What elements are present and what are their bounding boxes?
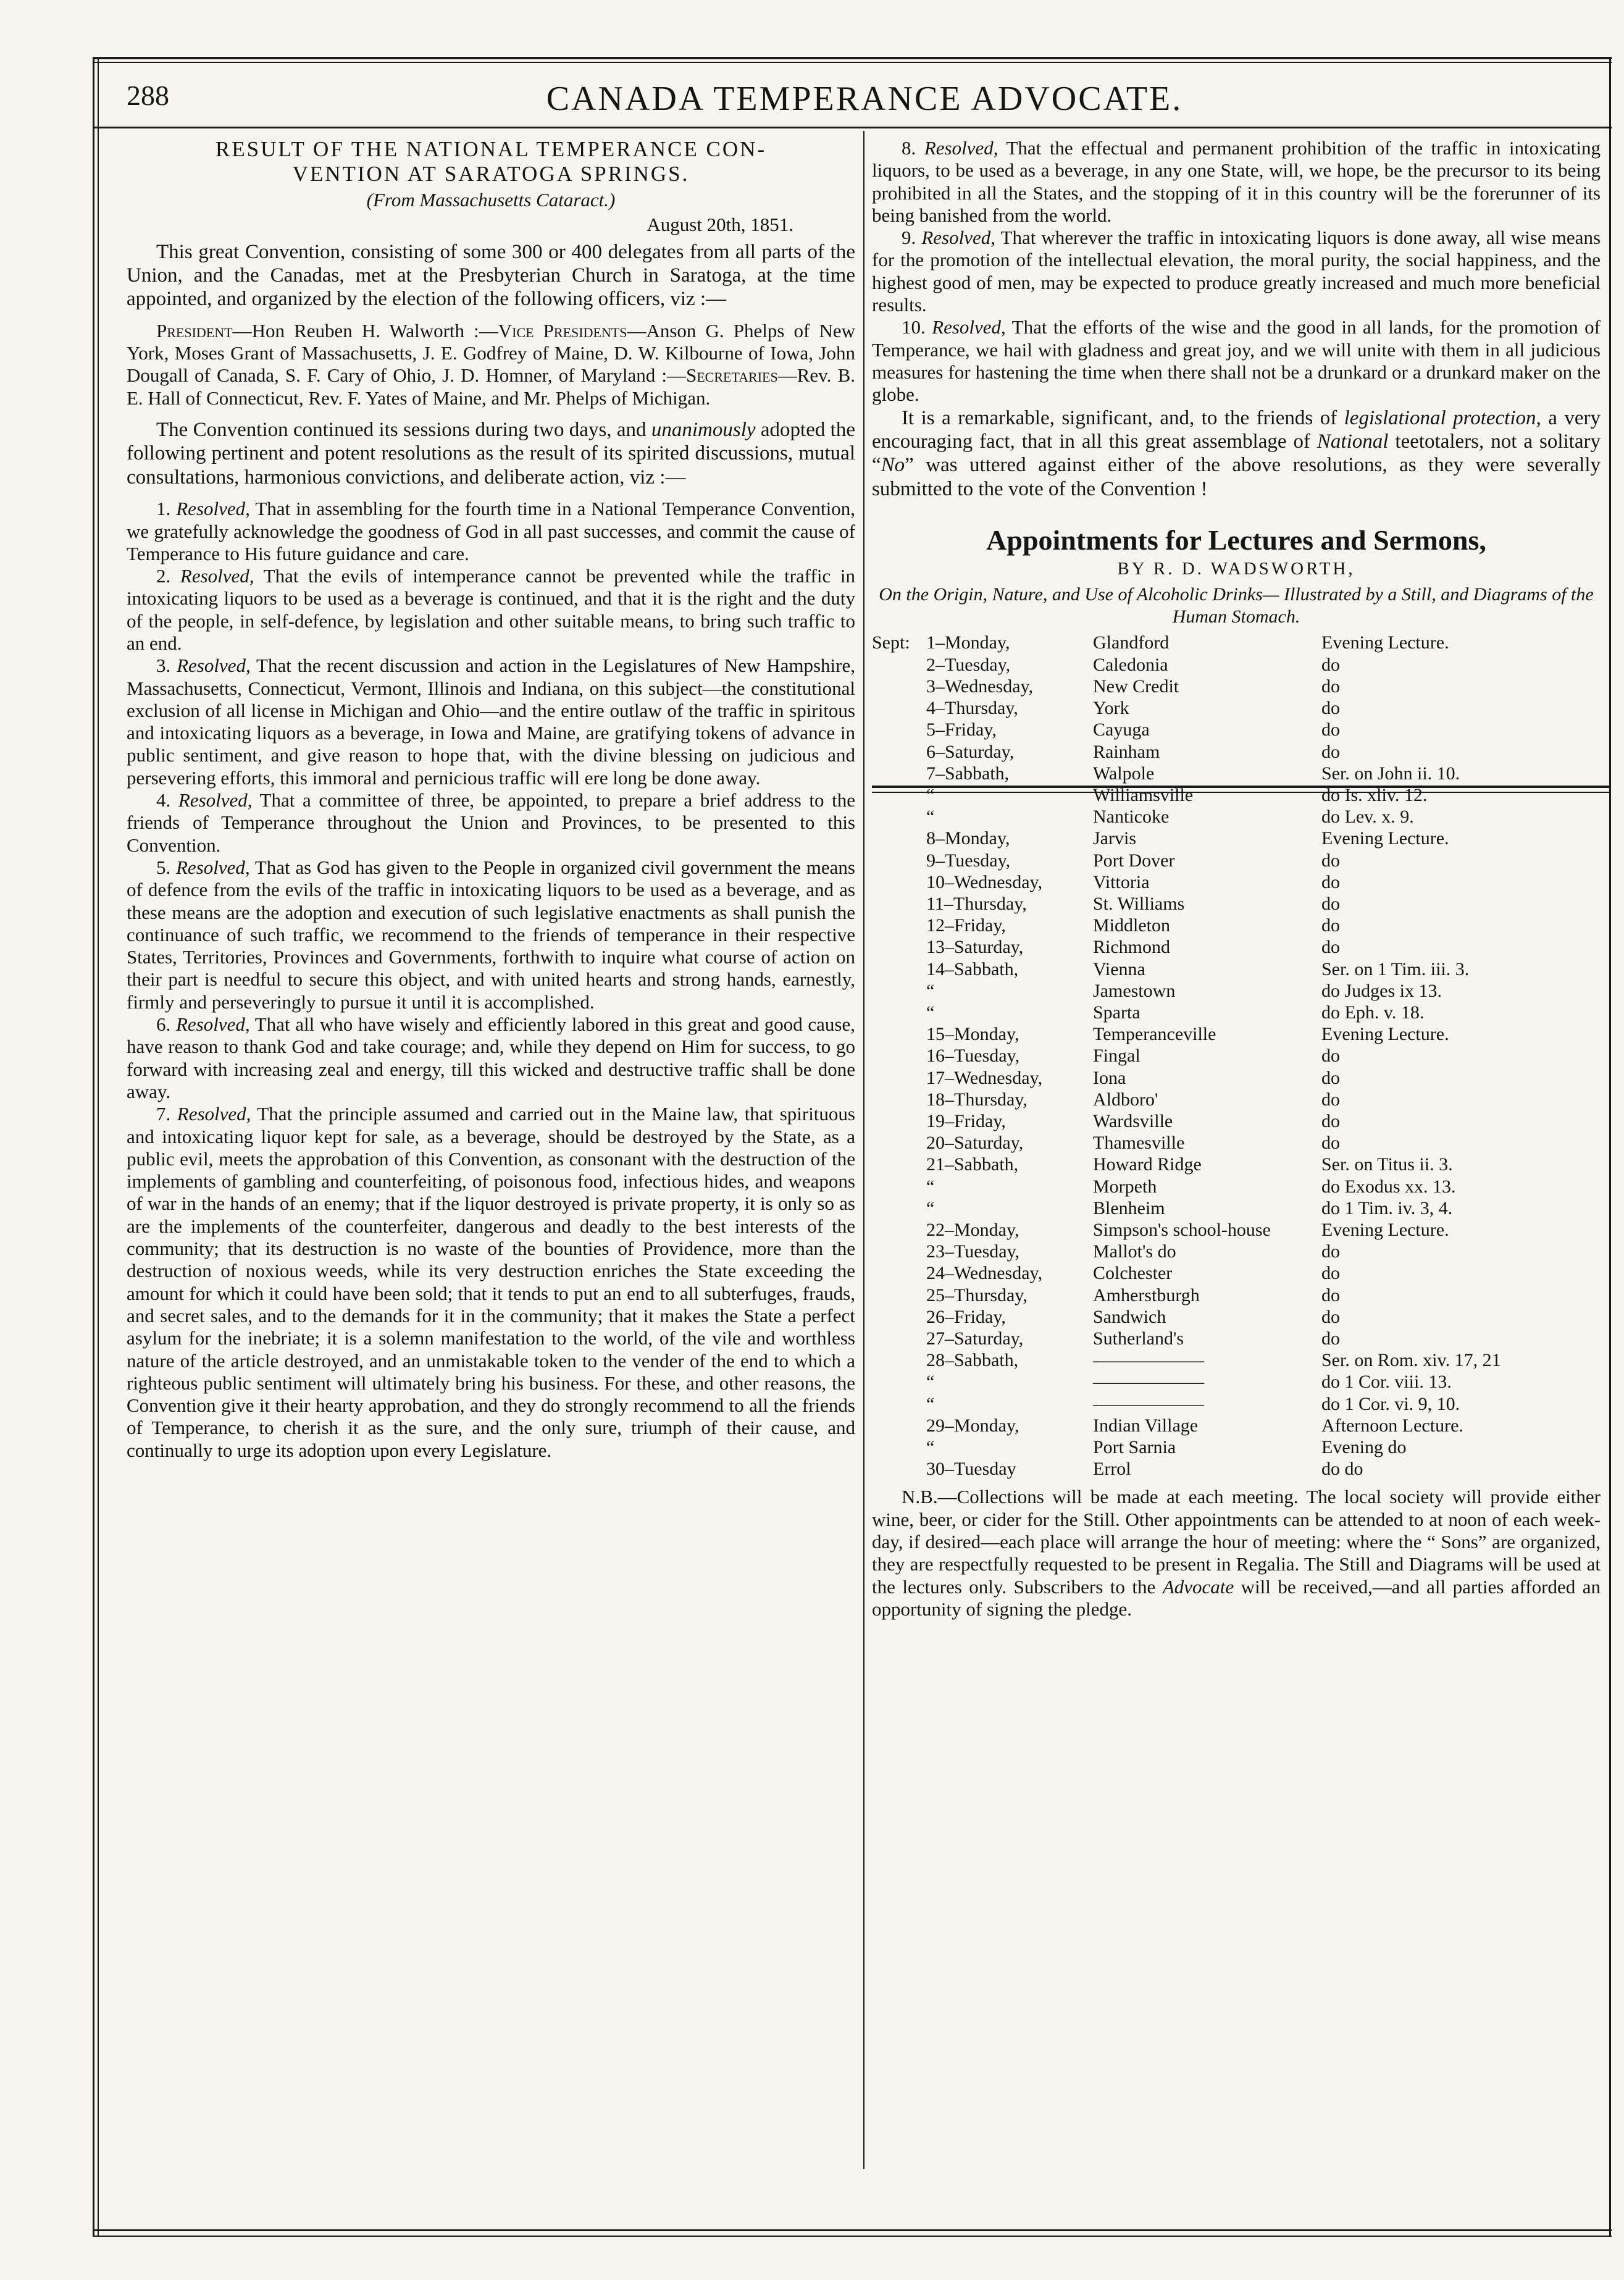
schedule-month	[872, 980, 926, 1002]
schedule-day: 17–Wednesday,	[926, 1067, 1043, 1088]
note-text: N.B.—Collections will be made at each meeting. The local society will provide either wine, beer, or cider for the Still. Other appointments can be attended to at noon of each week-day, if desired—each place will arrange the hour of meeting: where the “ Sons” are organized, they are respectfully requested to be present in Regalia. The Still and Diagrams will be used at the lectures only. Subscribers to the	[872, 1486, 1601, 1598]
schedule-row	[872, 893, 1601, 915]
schedule-service: do	[1321, 1328, 1340, 1349]
schedule-day: 27–Saturday,	[926, 1328, 1024, 1349]
article-intro: This great Convention, consisting of some 300 or 400 delegates from all parts of the Union, and the Canadas, met at the Presbyterian Church in Saratoga, at the time appointed, and organized by the election of the following officers, viz :—	[127, 240, 855, 311]
schedule-day: 2–Tuesday,	[926, 654, 1011, 675]
resolution-number: 8.	[902, 137, 916, 159]
resolution-number: 3.	[156, 655, 171, 677]
resolution-text: That a committee of three, be appointed, to prepare a brief address to the friends of Temperance throughout the Union and Provinces, to be presented to this Convention.	[127, 789, 856, 856]
schedule-month	[872, 1110, 926, 1132]
summary-text-end: adopted the following pertinent and potent resolutions as the result of its spirited discussions, mutual consultations, harmonious convictions, and deliberate action, viz :—	[127, 419, 855, 488]
schedule-service: Evening Lecture.	[1321, 1024, 1449, 1045]
schedule-service: do	[1321, 698, 1340, 719]
resolution-number: 4.	[156, 789, 171, 811]
schedule-place: Caledonia	[1093, 654, 1168, 675]
schedule-month	[872, 1241, 926, 1262]
schedule-service: do Eph. v. 18.	[1321, 1002, 1425, 1023]
schedule-month	[872, 1371, 926, 1393]
schedule-service: do	[1321, 1241, 1340, 1262]
schedule-month	[872, 763, 926, 784]
officers-list	[127, 320, 855, 409]
schedule-place: St. Williams	[1093, 893, 1185, 914]
schedule-service: do 1 Cor. vi. 9, 10.	[1321, 1393, 1460, 1414]
schedule-day: 15–Monday,	[926, 1024, 1019, 1045]
schedule-month	[872, 1067, 926, 1089]
article-title-line2: VENTION AT SARATOGA SPRINGS.	[292, 162, 690, 186]
schedule-month	[872, 1219, 926, 1241]
schedule-row	[872, 871, 1601, 893]
resolution-number: 9.	[902, 227, 916, 249]
schedule-service: do	[1321, 1046, 1340, 1067]
schedule-place: Walpole	[1093, 763, 1155, 784]
schedule-month	[872, 1328, 926, 1349]
schedule-day: “	[926, 807, 935, 828]
schedule-day: 29–Monday,	[926, 1415, 1019, 1436]
schedule-row	[872, 1241, 1601, 1262]
schedule-place: Fingal	[1093, 1046, 1141, 1067]
schedule-service: do	[1321, 937, 1340, 958]
schedule-service: do	[1321, 850, 1340, 871]
schedule-row	[872, 1458, 1601, 1480]
resolution-number: 1.	[156, 498, 171, 520]
schedule-service: Ser. on John ii. 10.	[1321, 763, 1460, 784]
resolution-text: That the recent discussion and action in the Legislatures of New Hampshire, Massachusetts, Connecticut, Vermont, Illinois and Indiana, on this subject—the constitutional exclusion of all license in Michigan and Ohio—and the entire outlaw of the traffic in spiritous and intoxicating liquors as a beverage, in Iowa and Maine, are gratifying tokens of advance in public sentiment, and give reason to hope that, with the divine blessing on judicious and persevering efforts, this immoral and pernicious traffic will ere long be done away.	[127, 655, 855, 789]
schedule-row	[872, 1415, 1601, 1436]
schedule-service: do Exodus xx. 13.	[1321, 1176, 1456, 1197]
resolution-number: 10.	[902, 316, 926, 338]
schedule-row	[872, 806, 1601, 828]
resolution-text: That all who have wisely and efficiently labored in this great and good cause, have reason to thank God and take courage; and, while they depend on Him for success, to go forward with increasing zeal and energy, till this wicked and destructive traffic shall be done away.	[127, 1013, 856, 1102]
schedule-service: do	[1321, 654, 1340, 675]
schedule-service: do 1 Cor. viii. 13.	[1321, 1372, 1452, 1393]
closing-emphasis: No	[881, 454, 905, 477]
article-source: (From Massachusetts Cataract.)	[366, 189, 616, 211]
schedule-place: York	[1093, 698, 1129, 719]
schedule-month	[872, 1349, 926, 1371]
schedule-place: Amherstburgh	[1093, 1285, 1200, 1306]
schedule-body	[872, 632, 1601, 1480]
schedule-service: Ser. on Titus ii. 3.	[1321, 1154, 1453, 1175]
schedule-month	[872, 1023, 926, 1045]
schedule-day: 5–Friday,	[926, 719, 997, 740]
schedule-row	[872, 1219, 1601, 1241]
schedule-month	[872, 893, 926, 915]
schedule-service: Evening do	[1321, 1437, 1407, 1457]
schedule-service: do	[1321, 1110, 1340, 1131]
schedule-day: 10–Wednesday,	[926, 871, 1043, 892]
schedule-day: 18–Thursday,	[926, 1089, 1028, 1110]
resolution-text: That the principle assumed and carried out in the Maine law, that spirituous and intoxicating liquor kept for sale, as a beverage, should be destroyed by the State, as a public evil, meets the approbation of this Convention, as consonant with the destruction of the implements of gambling and counterfeiting, of poisonous food, infectious hides, and weapons of war in the hands of an enemy; that if the liquor destroyed is private property, it is only so as are the implements of the counterfeiter, dangerous and deadly to the best interests of the community; that its destruction is no waste of the bounties of Providence, more than the destruction of noxious weeds, while its very destruction enriches the State exceeding the amount for which it could have been sold; that it tends to put an end to all subterfuges, frauds, and secret sales, and to the demands for it in the community; that it makes the State a perfect asylum for the inebriate; it is a solemn manifestation to the world, of the vile and worthless nature of the article destroyed, and an unmistakable token to the vender of the end to which a righteous public sentiment will ultimately bring his business. For these, and other reasons, the Convention give it their hearty approbation, and they do strongly recommend to all the friends of Temperance, to cherish it as the sure, and the only sure, triumph of their cause, and continually to urge its adoption upon every Legislature.	[127, 1103, 855, 1461]
article-column-right	[872, 137, 1601, 1620]
schedule-month	[872, 1002, 926, 1023]
schedule-row	[872, 654, 1601, 676]
schedule-month	[872, 1154, 926, 1175]
schedule-service: do 1 Tim. iv. 3, 4.	[1321, 1197, 1453, 1218]
article-closing	[872, 406, 1601, 501]
secretaries-text: —Rev. B. E. Hall of Connecticut, Rev. F. Yates of Maine, and Mr. Phelps of Michigan.	[127, 364, 855, 409]
schedule-row	[872, 1262, 1601, 1284]
schedule-service: do	[1321, 1306, 1340, 1327]
schedule-day: “	[926, 1002, 935, 1023]
schedule-service: do	[1321, 893, 1340, 914]
closing-text: It is a remarkable, significant, and, to the friends of	[902, 406, 1344, 429]
schedule-place: Sparta	[1093, 1002, 1141, 1023]
schedule-row	[872, 980, 1601, 1002]
schedule-place: Richmond	[1093, 937, 1170, 958]
bottom-border-rule	[93, 2229, 1612, 2231]
bottom-border-rule-thin	[93, 2236, 1612, 2237]
schedule-row	[872, 1306, 1601, 1328]
schedule-place: Howard Ridge	[1093, 1154, 1202, 1175]
schedule-place: Nanticoke	[1093, 807, 1170, 828]
schedule-day: 19–Friday,	[926, 1110, 1006, 1131]
schedule-day: 13–Saturday,	[926, 937, 1024, 958]
schedule-row	[872, 1110, 1601, 1132]
note-emphasis: Advocate	[1162, 1575, 1234, 1598]
resolution-keyword: Resolved,	[175, 1013, 250, 1036]
schedule-row	[872, 1154, 1601, 1175]
secretaries-label: Secretaries	[686, 364, 778, 387]
schedule-day: 23–Tuesday,	[926, 1241, 1020, 1262]
schedule-place: Port Dover	[1093, 850, 1175, 871]
schedule-place: Indian Village	[1093, 1415, 1199, 1436]
schedule-place: Thamesville	[1093, 1133, 1185, 1154]
schedule-row	[872, 1328, 1601, 1349]
schedule-month	[872, 828, 926, 849]
article-title-line1: RESULT OF THE NATIONAL TEMPERANCE CON-	[215, 137, 767, 161]
schedule-day: 16–Tuesday,	[926, 1046, 1020, 1067]
schedule-place: Port Sarnia	[1093, 1437, 1176, 1457]
left-border-rule	[93, 57, 94, 2237]
convention-summary	[127, 418, 855, 489]
schedule-service: do	[1321, 915, 1340, 936]
schedule-service: do	[1321, 741, 1340, 762]
resolution-keyword: Resolved,	[177, 1103, 251, 1125]
resolution-1	[127, 498, 855, 565]
schedule-day: 7–Sabbath,	[926, 763, 1010, 784]
schedule-day: 20–Saturday,	[926, 1133, 1024, 1154]
schedule-service: Ser. on Rom. xiv. 17, 21	[1321, 1350, 1501, 1371]
lecture-schedule-table	[872, 632, 1601, 1480]
closing-text: a very encouraging fact, that in all this great assemblage of	[872, 406, 1601, 453]
schedule-service: do	[1321, 676, 1340, 697]
schedule-month	[872, 784, 926, 806]
schedule-row	[872, 676, 1601, 697]
schedule-month	[872, 850, 926, 871]
schedule-month	[872, 958, 926, 980]
schedule-row	[872, 1023, 1601, 1045]
vice-presidents-label: Vice Presidents	[498, 319, 627, 342]
resolution-text: That in assembling for the fourth time in a National Temperance Convention, we gratefully acknowledge the goodness of God in all past successes, and commit the cause of Temperance to His future guidance and care.	[127, 498, 855, 564]
schedule-place: Iona	[1093, 1067, 1126, 1088]
resolution-7	[127, 1103, 855, 1462]
resolution-text: That the evils of intemperance cannot be prevented while the traffic in intoxicating liquors to be used as a beverage is continued, and that it is the right and the duty of the people, in self-defence, by legislation and other suitable means, to bring such traffic to an end.	[127, 565, 855, 654]
schedule-day: “	[926, 1393, 935, 1414]
resolution-3	[127, 655, 855, 789]
schedule-day: 6–Saturday,	[926, 741, 1015, 762]
schedule-place: Morpeth	[1093, 1176, 1157, 1197]
article-date: August 20th, 1851.	[647, 214, 793, 236]
schedule-month	[872, 719, 926, 740]
schedule-place: Simpson's school-house	[1093, 1219, 1271, 1240]
president-text: —Hon Reuben H. Walworth :—	[232, 319, 498, 342]
schedule-place: ——————	[1093, 1372, 1204, 1393]
schedule-month	[872, 1415, 926, 1436]
announcement-subtitle: On the Origin, Nature, and Use of Alcoholic Drinks— Illustrated by a Still, and Diagrams of the Human Stomach.	[879, 584, 1594, 627]
schedule-day: 12–Friday,	[926, 915, 1006, 936]
schedule-month: Sept:	[872, 632, 910, 653]
resolution-6	[127, 1013, 855, 1103]
schedule-day: 21–Sabbath,	[926, 1154, 1019, 1175]
left-border-rule-thin	[98, 57, 99, 2237]
schedule-row	[872, 1132, 1601, 1154]
schedule-service: do	[1321, 871, 1340, 892]
schedule-service: do	[1321, 1089, 1340, 1110]
schedule-place: Blenheim	[1093, 1197, 1165, 1218]
resolution-10	[872, 316, 1601, 406]
schedule-place: Rainham	[1093, 741, 1160, 762]
schedule-day: 11–Thursday,	[926, 893, 1027, 914]
running-head: CANADA TEMPERANCE ADVOCATE.	[546, 80, 1183, 118]
schedule-month	[872, 915, 926, 936]
summary-text: The Convention continued its sessions during two days, and	[156, 419, 651, 441]
schedule-day: 14–Sabbath,	[926, 958, 1019, 979]
schedule-month	[872, 1176, 926, 1197]
schedule-day: 30–Tuesday	[926, 1459, 1016, 1480]
schedule-month	[872, 1132, 926, 1154]
schedule-row	[872, 1067, 1601, 1089]
closing-text: ” was uttered against either of the above resolutions, as they were severally submitted to the vote of the Convention !	[872, 454, 1601, 500]
schedule-row	[872, 741, 1601, 763]
schedule-place: Cayuga	[1093, 719, 1150, 740]
schedule-day: 26–Friday,	[926, 1306, 1006, 1327]
resolution-5	[127, 857, 855, 1013]
schedule-row	[872, 850, 1601, 871]
schedule-day: 25–Thursday,	[926, 1285, 1028, 1306]
schedule-row	[872, 936, 1601, 958]
schedule-month	[872, 1197, 926, 1219]
note-text-end: will be received,—and all parties afforded an opportunity of signing the pledge.	[872, 1575, 1601, 1620]
column-divider	[863, 131, 864, 2169]
resolution-text: That as God has given to the People in organized civil government the means of defence from the evils of the traffic in intoxicating liquors to be used as a beverage, and as these means are the adoption and execution of such legislative enactments as shall punish the continuance of such traffic, we recommend to the friends of temperance in their respective States, Territories, Provinces and Governments, forthwith to inquire what course of action on their part is needful to secure this object, and with united hearts and strong hands, earnestly, firmly and perseveringly to pursue it until it is accomplished.	[127, 856, 855, 1013]
schedule-place: New Credit	[1093, 676, 1179, 697]
top-border-rule-thin	[93, 62, 1612, 63]
schedule-service: Evening Lecture.	[1321, 632, 1449, 653]
schedule-day: 24–Wednesday,	[926, 1263, 1043, 1284]
resolution-number: 2.	[156, 565, 171, 587]
schedule-service: Afternoon Lecture.	[1321, 1415, 1463, 1436]
resolution-number: 6.	[156, 1013, 171, 1036]
schedule-day: “	[926, 1372, 935, 1393]
closing-emphasis: legislational protection,	[1344, 406, 1541, 429]
schedule-row	[872, 697, 1601, 719]
schedule-day: “	[926, 1437, 935, 1457]
schedule-service: do do	[1321, 1459, 1363, 1480]
schedule-row	[872, 719, 1601, 740]
schedule-month	[872, 936, 926, 958]
schedule-service: do	[1321, 1067, 1340, 1088]
schedule-day: “	[926, 1197, 935, 1218]
schedule-service: Evening Lecture.	[1321, 828, 1449, 849]
closing-text: teetotalers, not a solitary “	[872, 430, 1601, 477]
schedule-row	[872, 1393, 1601, 1415]
schedule-row	[872, 1285, 1601, 1306]
schedule-day: 22–Monday,	[926, 1219, 1019, 1240]
article-title	[127, 137, 855, 187]
schedule-day: 9–Tuesday,	[926, 850, 1011, 871]
schedule-place: Colchester	[1093, 1263, 1173, 1284]
resolution-number: 7.	[156, 1103, 171, 1125]
schedule-day: “	[926, 1176, 935, 1197]
schedule-row	[872, 828, 1601, 849]
resolution-keyword: Resolved,	[924, 137, 998, 159]
president-label: President	[156, 319, 233, 342]
resolution-keyword: Resolved,	[177, 655, 251, 677]
schedule-place: Mallot's do	[1093, 1241, 1176, 1262]
summary-emphasis: unanimously	[651, 419, 756, 441]
resolution-2	[127, 565, 855, 655]
schedule-row	[872, 1436, 1601, 1458]
schedule-day: “	[926, 784, 935, 805]
schedule-place: Wardsville	[1093, 1110, 1173, 1131]
schedule-month	[872, 1393, 926, 1415]
schedule-service: do	[1321, 1285, 1340, 1306]
schedule-month	[872, 676, 926, 697]
schedule-place: Vittoria	[1093, 871, 1150, 892]
announcement-author: BY R. D. WADSWORTH,	[1117, 559, 1355, 579]
top-border-rule	[93, 57, 1612, 59]
vice-presidents-text: —Anson G. Phelps of New York, Moses Grant of Massachusetts, J. E. Godfrey of Maine, D. W. Kilbourne of Iowa, John Dougall of Canada, S. F. Cary of Ohio, J. D. Homner, of Maryland :—	[127, 319, 855, 387]
schedule-service: do Judges ix 13.	[1321, 980, 1442, 1001]
resolution-keyword: Resolved,	[178, 789, 253, 811]
resolution-9	[872, 227, 1601, 316]
schedule-month	[872, 1089, 926, 1110]
resolution-text: That wherever the traffic in intoxicating liquors is done away, all wise means for the promotion of the intellectual elevation, the moral purity, the social happiness, and the highest good of men, may be expected to produce greatly increased and much more beneficial results.	[872, 227, 1601, 316]
schedule-row	[872, 784, 1601, 806]
schedule-row	[872, 1371, 1601, 1393]
schedule-month	[872, 1045, 926, 1067]
schedule-service: do	[1321, 1263, 1340, 1284]
schedule-day: 28–Sabbath,	[926, 1350, 1019, 1371]
schedule-month	[872, 1436, 926, 1458]
schedule-row	[872, 1197, 1601, 1219]
resolution-text: That the effectual and permanent prohibition of the traffic in intoxicating liquors, to be used as a beverage, in any one State, will, we hope, be the precursor to its being prohibited in all the States, and the stopping of it in this country will be the forerunner of its being banished from the world.	[872, 137, 1601, 226]
article-column-left	[127, 137, 855, 1462]
schedule-place: Jarvis	[1093, 828, 1136, 849]
schedule-day: 1–Monday,	[926, 632, 1010, 653]
schedule-service: do	[1321, 719, 1340, 740]
schedule-service: Evening Lecture.	[1321, 1219, 1449, 1240]
schedule-row	[872, 1089, 1601, 1110]
schedule-row	[872, 915, 1601, 936]
schedule-service: do Lev. x. 9.	[1321, 807, 1414, 828]
schedule-place: Middleton	[1093, 915, 1170, 936]
schedule-place: Jamestown	[1093, 980, 1176, 1001]
schedule-row	[872, 1349, 1601, 1371]
schedule-place: Sutherland's	[1093, 1328, 1184, 1349]
schedule-service: Ser. on 1 Tim. iii. 3.	[1321, 958, 1470, 979]
resolution-keyword: Resolved,	[932, 316, 1006, 338]
announcement-title: Appointments for Lectures and Sermons,	[986, 524, 1486, 556]
schedule-row	[872, 958, 1601, 980]
resolution-keyword: Resolved,	[176, 856, 250, 878]
schedule-service: do	[1321, 1133, 1340, 1154]
schedule-day: 3–Wednesday,	[926, 676, 1034, 697]
schedule-place: Sandwich	[1093, 1306, 1166, 1327]
schedule-day: “	[926, 980, 935, 1001]
schedule-month	[872, 1285, 926, 1306]
schedule-place: ——————	[1093, 1350, 1204, 1371]
announcement-note	[872, 1486, 1601, 1620]
schedule-day: 8–Monday,	[926, 828, 1010, 849]
schedule-row	[872, 632, 1601, 653]
schedule-month	[872, 741, 926, 763]
schedule-month	[872, 1306, 926, 1328]
schedule-place: Aldboro'	[1093, 1089, 1158, 1110]
resolution-4	[127, 789, 855, 857]
schedule-month	[872, 1262, 926, 1284]
schedule-month	[872, 1458, 926, 1480]
schedule-month	[872, 871, 926, 893]
schedule-place: Temperanceville	[1093, 1024, 1216, 1045]
resolution-keyword: Resolved,	[921, 227, 995, 249]
resolution-text: That the efforts of the wise and the good in all lands, for the promotion of Temperance, we hail with gladness and great joy, and we will unite with them in all judicious measures for hastening the time when there shall not be a drunkard or a drunkard maker on the globe.	[872, 316, 1601, 406]
schedule-place: Errol	[1093, 1459, 1131, 1480]
closing-emphasis: National	[1316, 430, 1389, 453]
resolution-8	[872, 137, 1601, 227]
resolution-keyword: Resolved,	[176, 498, 250, 520]
schedule-service: do Is. xliv. 12.	[1321, 784, 1428, 805]
schedule-month	[872, 654, 926, 676]
header-rule	[93, 127, 1612, 128]
schedule-place: ——————	[1093, 1393, 1204, 1414]
schedule-row	[872, 1045, 1601, 1067]
schedule-place: Glandford	[1093, 632, 1170, 653]
resolution-keyword: Resolved,	[180, 565, 254, 587]
schedule-month	[872, 697, 926, 719]
right-border-rule	[1609, 57, 1611, 2237]
schedule-place: Vienna	[1093, 958, 1145, 979]
page-number: 288	[127, 80, 169, 111]
resolution-number: 5.	[156, 856, 171, 878]
schedule-day: 4–Thursday,	[926, 698, 1018, 719]
schedule-month	[872, 806, 926, 828]
schedule-row	[872, 763, 1601, 784]
schedule-place: Williamsville	[1093, 784, 1194, 805]
schedule-row	[872, 1176, 1601, 1197]
schedule-row	[872, 1002, 1601, 1023]
